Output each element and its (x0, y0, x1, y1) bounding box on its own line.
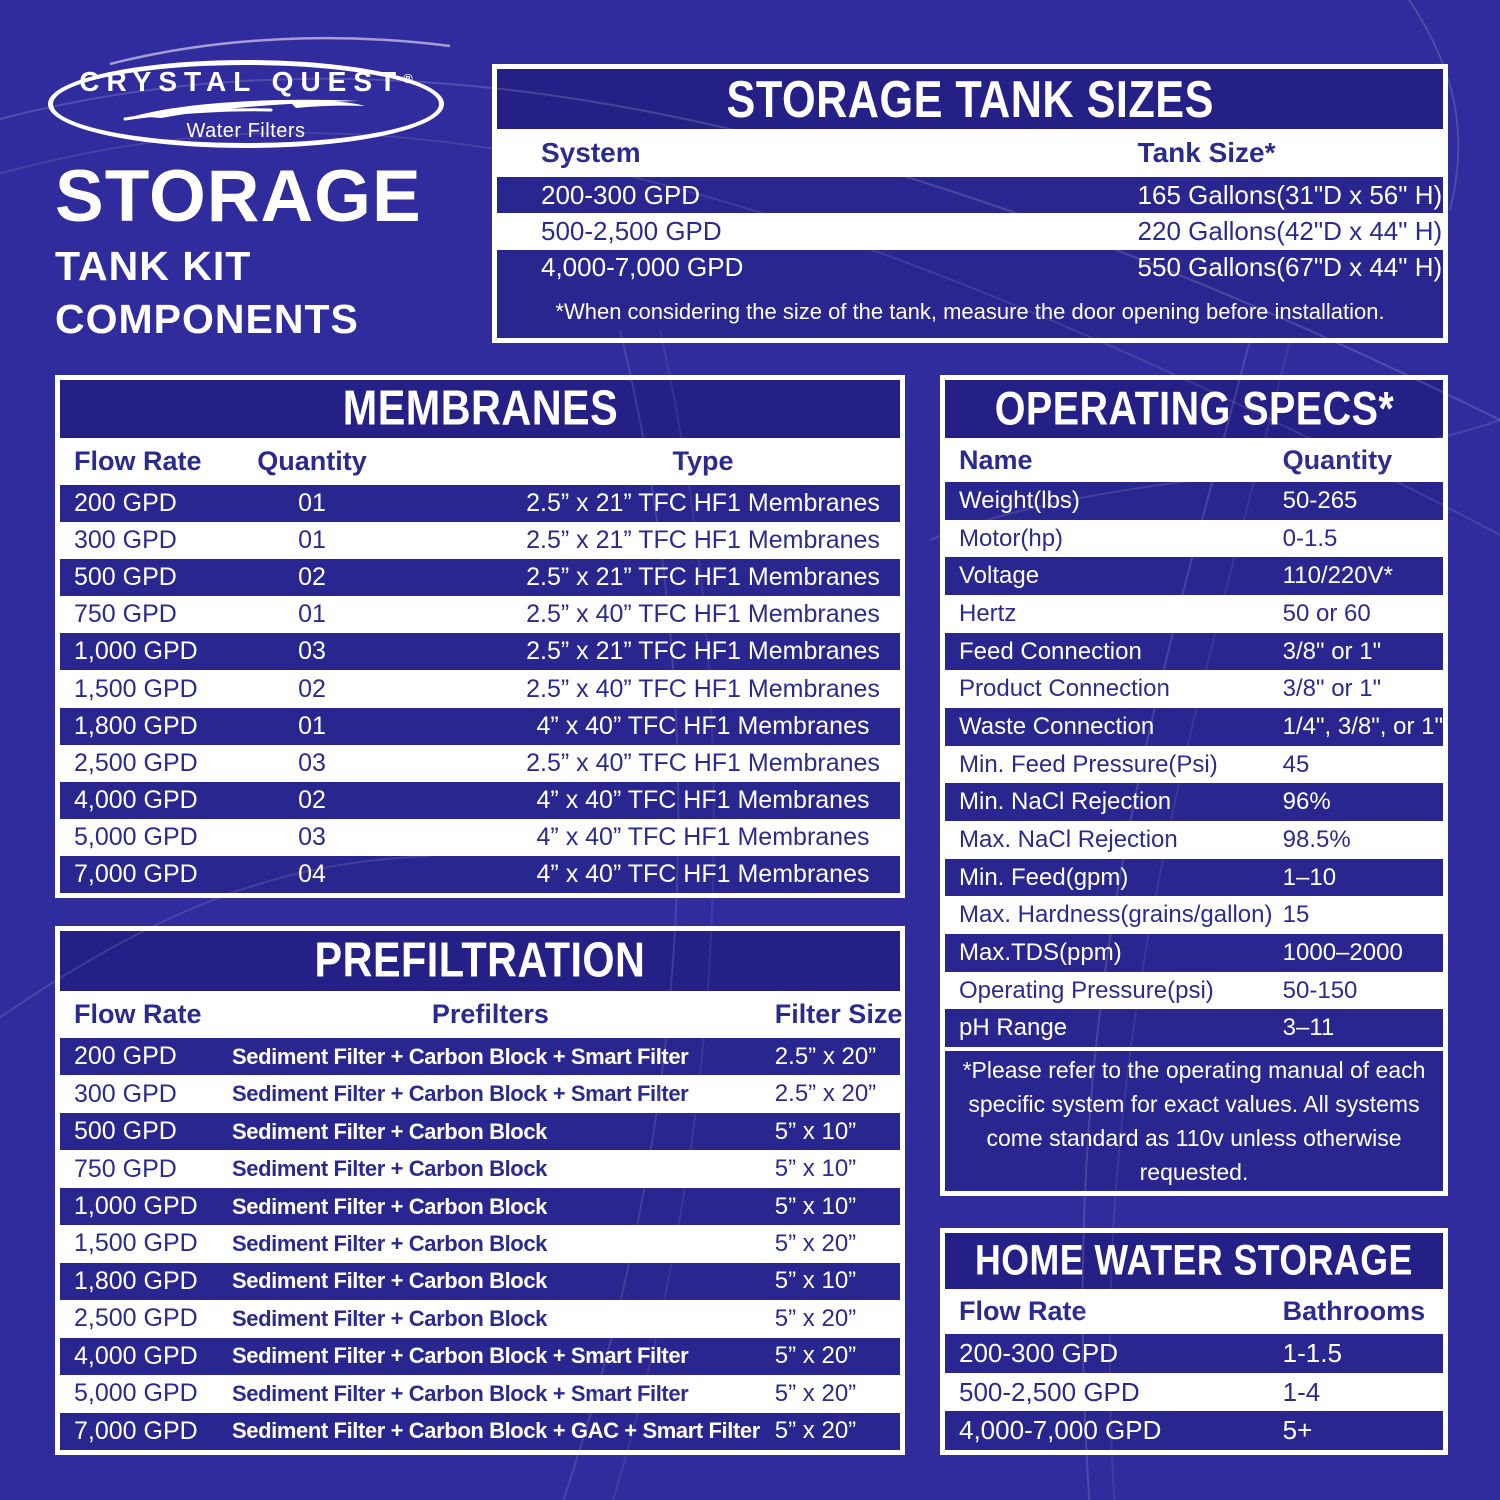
table-row (945, 482, 1443, 520)
table-header-row (945, 438, 1443, 482)
table-header-row (60, 438, 900, 485)
cell-name: Motor(hp) (959, 524, 1064, 552)
cell-value: 98.5% (1282, 825, 1351, 853)
cell-name: Min. Feed(gpm) (959, 863, 1129, 891)
column-header-quantity: Quantity (1282, 444, 1393, 475)
cell-tank-size: 165 Gallons(31"D x 56" H) (1137, 179, 1443, 210)
operating-specs-footnote: *Please refer to the operating manual of each specific system for exact values. All systems come standard as 110v unless otherwise requested. (945, 1051, 1443, 1191)
table-row (60, 596, 900, 633)
cell-value: 110/220V* (1282, 562, 1393, 590)
prefiltration-panel (55, 926, 905, 1455)
cell-name: Voltage (959, 562, 1040, 590)
cell-type: 4” x 40” TFC HF1 Membranes (536, 859, 870, 888)
storage-tank-sizes-title: STORAGE TANK SIZES (497, 69, 1443, 129)
cell-name: Product Connection (959, 675, 1170, 703)
prefiltration-title: PREFILTRATION (60, 931, 900, 991)
cell-flow-rate: 200 GPD (74, 489, 177, 518)
table-row (60, 1225, 900, 1262)
cell-prefilters: Sediment Filter + Carbon Block (232, 1193, 548, 1219)
cell-flow-rate: 5,000 GPD (74, 1379, 198, 1408)
cell-flow-rate: 1,800 GPD (74, 711, 198, 740)
column-header-prefilters: Prefilters (431, 999, 549, 1029)
cell-flow-rate: 500-2,500 GPD (959, 1376, 1140, 1407)
cell-tank-size: 550 Gallons(67"D x 44" H) (1137, 252, 1443, 283)
table-row (60, 1113, 900, 1150)
cell-prefilters: Sediment Filter + Carbon Block + Smart Filter (232, 1081, 689, 1107)
cell-flow-rate: 300 GPD (74, 1079, 177, 1108)
cell-name: Max.TDS(ppm) (959, 938, 1122, 966)
column-header-flow-rate: Flow Rate (74, 999, 202, 1029)
cell-quantity: 03 (298, 748, 326, 777)
cell-value: 50-265 (1282, 486, 1358, 514)
cell-filter-size: 5” x 10” (774, 1117, 857, 1145)
page-title-line3: COMPONENTS (55, 296, 359, 342)
cell-type: 2.5” x 40” TFC HF1 Membranes (526, 674, 880, 703)
column-header-system: System (541, 137, 641, 168)
cell-tank-size: 220 Gallons(42"D x 44" H) (1137, 215, 1443, 246)
table-row (60, 670, 900, 707)
table-row (60, 1263, 900, 1300)
membranes-title: MEMBRANES (60, 380, 900, 438)
home-water-storage-title: HOME WATER STORAGE (945, 1233, 1443, 1289)
cell-value: 1000–2000 (1282, 938, 1403, 966)
table-row (945, 746, 1443, 784)
cell-value: 0-1.5 (1282, 524, 1338, 552)
cell-filter-size: 5” x 20” (774, 1379, 857, 1407)
cell-value: 45 (1282, 750, 1310, 778)
logo-tagline: Water Filters (186, 119, 306, 142)
table-row (60, 856, 900, 893)
cell-value: 3–11 (1282, 1014, 1335, 1042)
cell-system: 200-300 GPD (541, 179, 700, 210)
operating-specs-panel (940, 375, 1448, 1196)
cell-type: 2.5” x 21” TFC HF1 Membranes (526, 489, 880, 518)
table-row (945, 708, 1443, 746)
cell-flow-rate: 750 GPD (74, 1154, 177, 1183)
cell-prefilters: Sediment Filter + Carbon Block (232, 1268, 548, 1294)
cell-flow-rate: 1,500 GPD (74, 1229, 198, 1258)
cell-type: 4” x 40” TFC HF1 Membranes (536, 785, 870, 814)
cell-flow-rate: 7,000 GPD (74, 859, 198, 888)
cell-prefilters: Sediment Filter + Carbon Block + GAC + Smart Filter (232, 1418, 760, 1444)
table-row (945, 896, 1443, 934)
cell-quantity: 01 (298, 600, 326, 629)
cell-filter-size: 5” x 20” (774, 1229, 857, 1257)
cell-prefilters: Sediment Filter + Carbon Block + Smart Filter (232, 1043, 689, 1069)
table-row (60, 485, 900, 522)
cell-system: 4,000-7,000 GPD (541, 252, 744, 283)
cell-value: 1/4", 3/8", or 1" (1282, 712, 1443, 740)
cell-filter-size: 5” x 20” (774, 1417, 857, 1445)
cell-flow-rate: 5,000 GPD (74, 822, 198, 851)
page-title-line2: TANK KIT (55, 243, 252, 289)
cell-value: 50 or 60 (1282, 599, 1371, 627)
cell-type: 4” x 40” TFC HF1 Membranes (536, 711, 870, 740)
cell-name: Max. Hardness(grains/gallon) (959, 901, 1273, 929)
cell-flow-rate: 2,500 GPD (74, 748, 198, 777)
column-header-tank-size: Tank Size* (1137, 137, 1276, 168)
cell-filter-size: 5” x 10” (774, 1192, 857, 1220)
cell-flow-rate: 1,000 GPD (74, 637, 198, 666)
cell-filter-size: 5” x 20” (774, 1304, 857, 1332)
cell-flow-rate: 500 GPD (74, 563, 177, 592)
table-header-row (945, 1289, 1443, 1334)
table-row (945, 783, 1443, 821)
cell-bathrooms: 5+ (1282, 1415, 1313, 1446)
cell-quantity: 02 (298, 674, 326, 703)
cell-flow-rate: 200 GPD (74, 1042, 177, 1071)
cell-type: 4” x 40” TFC HF1 Membranes (536, 822, 870, 851)
table-row (945, 821, 1443, 859)
cell-filter-size: 2.5” x 20” (774, 1042, 877, 1070)
cell-value: 3/8" or 1" (1282, 637, 1382, 665)
logo-swoosh-icon (121, 97, 371, 121)
cell-filter-size: 5” x 20” (774, 1342, 857, 1370)
table-row (945, 1411, 1443, 1450)
column-header-bathrooms: Bathrooms (1282, 1296, 1426, 1326)
cell-value: 15 (1282, 901, 1310, 929)
cell-bathrooms: 1-4 (1282, 1376, 1321, 1407)
home-water-storage-panel (940, 1228, 1448, 1455)
cell-flow-rate: 2,500 GPD (74, 1304, 198, 1333)
table-row (497, 250, 1443, 286)
table-row (60, 745, 900, 782)
cell-name: Min. NaCl Rejection (959, 788, 1172, 816)
table-row (60, 633, 900, 670)
registered-mark: ® (403, 70, 413, 86)
brand-name: CRYSTAL QUEST® (79, 65, 413, 97)
table-row (945, 1373, 1443, 1412)
cell-type: 2.5” x 21” TFC HF1 Membranes (526, 526, 880, 555)
table-row (945, 934, 1443, 972)
cell-prefilters: Sediment Filter + Carbon Block (232, 1156, 548, 1182)
cell-prefilters: Sediment Filter + Carbon Block (232, 1305, 548, 1331)
tank-sizes-footnote: *When considering the size of the tank, measure the door opening before installation. (497, 286, 1443, 338)
table-row (60, 1188, 900, 1225)
cell-quantity: 03 (298, 637, 326, 666)
cell-flow-rate: 1,500 GPD (74, 674, 198, 703)
table-row (497, 177, 1443, 213)
operating-specs-title: OPERATING SPECS* (945, 380, 1443, 438)
page-title-line1: STORAGE (55, 156, 422, 237)
table-row (60, 1338, 900, 1375)
table-row (60, 782, 900, 819)
cell-bathrooms: 1-1.5 (1282, 1337, 1342, 1368)
cell-type: 2.5” x 40” TFC HF1 Membranes (526, 748, 880, 777)
cell-quantity: 02 (298, 563, 326, 592)
cell-name: Max. NaCl Rejection (959, 825, 1178, 853)
table-row (60, 1413, 900, 1450)
table-row (60, 819, 900, 856)
table-row (60, 708, 900, 745)
table-row (60, 559, 900, 596)
table-header-row (60, 991, 903, 1038)
cell-prefilters: Sediment Filter + Carbon Block + Smart Filter (232, 1380, 689, 1406)
cell-name: Weight(lbs) (959, 486, 1080, 514)
cell-name: Hertz (959, 599, 1017, 627)
table-row (60, 1375, 900, 1412)
cell-flow-rate: 4,000 GPD (74, 785, 198, 814)
cell-flow-rate: 300 GPD (74, 526, 177, 555)
cell-quantity: 01 (298, 526, 326, 555)
membranes-panel (55, 375, 905, 898)
column-header-flow-rate: Flow Rate (959, 1296, 1087, 1326)
table-row (497, 213, 1443, 249)
table-row (60, 522, 900, 559)
column-header-flow-rate: Flow Rate (74, 446, 202, 476)
cell-quantity: 01 (298, 711, 326, 740)
cell-name: Waste Connection (959, 712, 1155, 740)
cell-prefilters: Sediment Filter + Carbon Block (232, 1230, 548, 1256)
column-header-name: Name (959, 444, 1033, 475)
cell-prefilters: Sediment Filter + Carbon Block + Smart Filter (232, 1343, 689, 1369)
cell-quantity: 01 (298, 489, 326, 518)
cell-value: 1–10 (1282, 863, 1337, 891)
cell-quantity: 03 (298, 822, 326, 851)
table-row (945, 972, 1443, 1010)
cell-flow-rate: 500 GPD (74, 1117, 177, 1146)
cell-prefilters: Sediment Filter + Carbon Block (232, 1118, 548, 1144)
storage-tank-sizes-panel (492, 64, 1448, 343)
table-row (945, 520, 1443, 558)
table-row (945, 1334, 1443, 1373)
cell-flow-rate: 200-300 GPD (959, 1337, 1118, 1368)
cell-value: 96% (1282, 788, 1331, 816)
cell-filter-size: 5” x 10” (774, 1267, 857, 1295)
cell-name: Operating Pressure(psi) (959, 976, 1214, 1004)
table-header-row (497, 129, 1443, 177)
cell-flow-rate: 7,000 GPD (74, 1416, 198, 1445)
column-header-filter-size: Filter Size (774, 999, 903, 1029)
table-row (945, 1009, 1443, 1047)
table-row (945, 633, 1443, 671)
table-row (60, 1075, 900, 1112)
cell-system: 500-2,500 GPD (541, 215, 722, 246)
cell-filter-size: 2.5” x 20” (774, 1080, 877, 1108)
cell-type: 2.5” x 21” TFC HF1 Membranes (526, 637, 880, 666)
crystal-quest-logo (48, 60, 444, 148)
table-row (60, 1038, 900, 1075)
cell-flow-rate: 1,800 GPD (74, 1266, 198, 1295)
column-header-quantity: Quantity (257, 446, 367, 476)
cell-value: 3/8" or 1" (1282, 675, 1382, 703)
page-title (55, 156, 422, 342)
column-header-type: Type (672, 446, 734, 476)
cell-name: Feed Connection (959, 637, 1142, 665)
table-row (945, 859, 1443, 897)
table-row (945, 670, 1443, 708)
cell-name: pH Range (959, 1014, 1068, 1042)
table-row (945, 557, 1443, 595)
cell-quantity: 04 (298, 859, 326, 888)
cell-type: 2.5” x 40” TFC HF1 Membranes (526, 600, 880, 629)
cell-value: 50-150 (1282, 976, 1358, 1004)
cell-filter-size: 5” x 10” (774, 1155, 857, 1183)
cell-type: 2.5” x 21” TFC HF1 Membranes (526, 563, 880, 592)
cell-flow-rate: 1,000 GPD (74, 1192, 198, 1221)
cell-flow-rate: 4,000 GPD (74, 1341, 198, 1370)
cell-name: Min. Feed Pressure(Psi) (959, 750, 1218, 778)
cell-flow-rate: 750 GPD (74, 600, 177, 629)
cell-flow-rate: 4,000-7,000 GPD (959, 1415, 1162, 1446)
table-row (60, 1150, 900, 1187)
cell-quantity: 02 (298, 785, 326, 814)
table-row (60, 1300, 900, 1337)
table-row (945, 595, 1443, 633)
